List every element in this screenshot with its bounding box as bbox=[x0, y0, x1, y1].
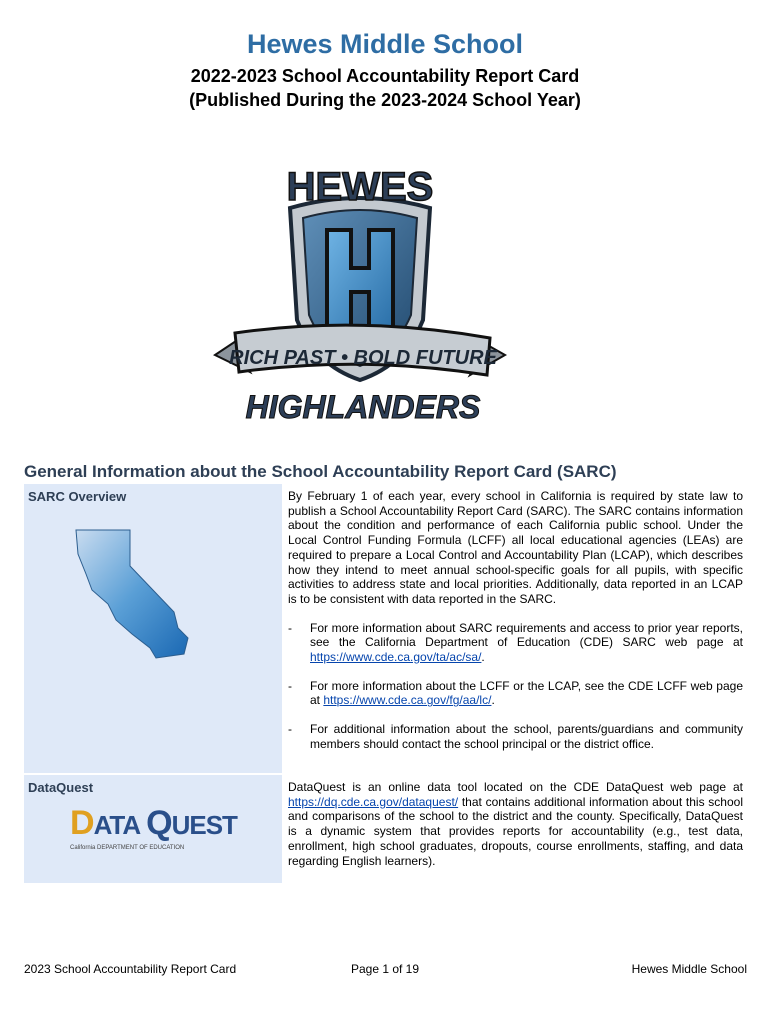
california-map-icon bbox=[66, 524, 206, 674]
dataquest-text: DataQuest is an online data tool located on the CDE DataQuest web page at https://dq.cde.ca.gov/dataquest/ that contains additional information about this school and comparisons of the school to the district and the county. Specifically, DataQuest is a dynamic system that provides reports for accountability (e.g., test data, enrollment, high school graduates, dropouts, course enrollments, staffing, and data regarding English learners). bbox=[288, 780, 743, 868]
published-note: (Published During the 2023-2024 School Year) bbox=[189, 90, 581, 110]
sarc-info-table bbox=[24, 484, 747, 885]
list-item: - For more information about the LCFF or the LCAP, see the CDE LCFF web page at https://www.cde.ca.gov/fg/aa/lc/. bbox=[288, 678, 743, 708]
logo-bottom-text: HIGHLANDERS bbox=[245, 389, 481, 425]
school-logo bbox=[205, 150, 515, 440]
dataquest-row bbox=[24, 775, 747, 885]
sarc-overview-label-cell bbox=[24, 484, 282, 773]
footer-page-number: Page 1 of 19 bbox=[350, 962, 420, 976]
lcff-web-link[interactable]: https://www.cde.ca.gov/fg/aa/lc/ bbox=[323, 693, 492, 708]
sarc-web-link[interactable]: https://www.cde.ca.gov/ta/ac/sa/ bbox=[310, 650, 482, 665]
dataquest-logo-subtitle: California DEPARTMENT OF EDUCATION bbox=[70, 845, 185, 851]
dataquest-label-cell bbox=[24, 775, 282, 883]
page-title: Hewes Middle School bbox=[246, 29, 524, 59]
list-item: - For additional information about the school, parents/guardians and community members should contact the school principal or the district office. bbox=[288, 722, 743, 751]
footer-left: 2023 School Accountability Report Card bbox=[24, 962, 237, 976]
sarc-overview-intro: By February 1 of each year, every school in California is required by state law to publish a School Accountability Report Card (SARC). The SARC contains information about the condition and performance of each California public school. Under the Local Control Funding Formula (LCFF) all local educational agencies (LEAs) are required to prepare a Local Control and Accountability Plan (LCAP), which describes how they intend to meet annual school-specific goals for all pupils, with specific activities to address state and local priorities. Additionally, data reported in an LCAP is to be consistent with data reported in the SARC. bbox=[288, 489, 743, 606]
dataquest-web-link[interactable]: https://dq.cde.ca.gov/dataquest/ bbox=[288, 794, 459, 809]
section-heading: General Information about the School Accountability Report Card (SARC) bbox=[24, 462, 617, 481]
sarc-overview-row bbox=[24, 484, 747, 775]
footer-right: Hewes Middle School bbox=[631, 962, 747, 976]
sarc-overview-label: SARC Overview bbox=[28, 489, 127, 504]
logo-banner-text: RICH PAST • BOLD FUTURE bbox=[229, 347, 497, 369]
dataquest-logo: DATA QUEST California DEPARTMENT OF EDUCATION bbox=[70, 805, 240, 865]
logo-top-text: HEWES bbox=[286, 165, 434, 209]
list-item: - For more information about SARC requirements and access to prior year reports, see the California Department of Education (CDE) SARC web page at https://www.cde.ca.gov/ta/ac/sa/. bbox=[288, 620, 743, 665]
sarc-overview-content bbox=[282, 484, 747, 773]
report-title: 2022-2023 School Accountability Report Card bbox=[190, 66, 580, 86]
dataquest-content bbox=[282, 775, 747, 883]
dataquest-label: DataQuest bbox=[28, 780, 94, 795]
